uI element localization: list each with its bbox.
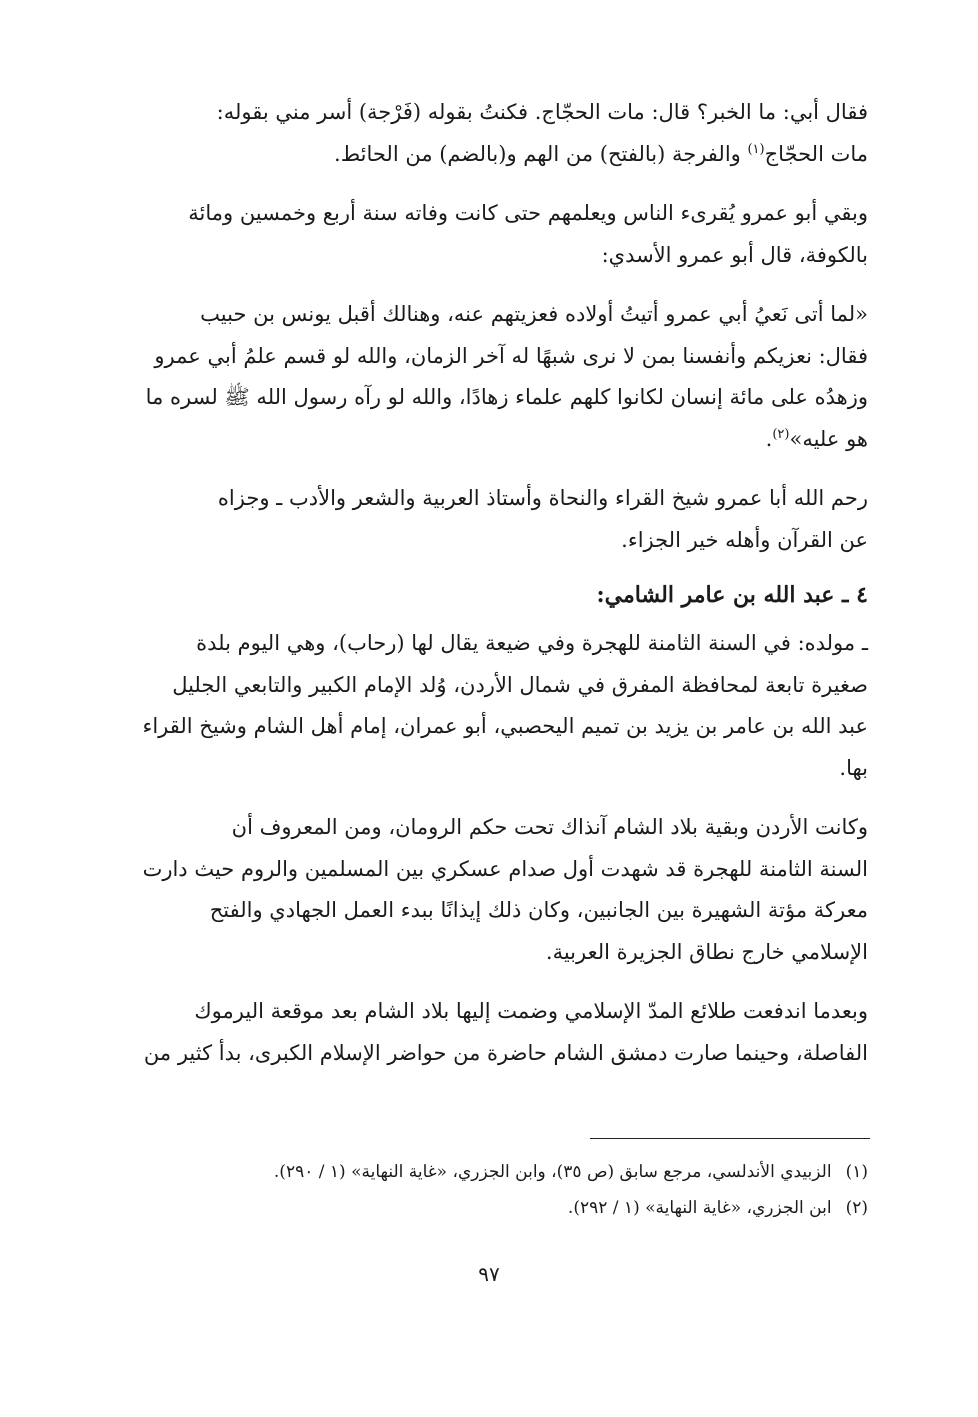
footnote-1 [128,1154,868,1190]
paragraph-5: ـ مولده: في السنة الثامنة للهجرة وفي ضيعة يقال لها (رحاب)، وهي اليوم بلدة صغيرة تابعة لمحافظة المفرق في شمال الأردن، وُلد الإمام الكبير والتابعي الجليل عبد الله بن عامر بن يزيد بن تميم اليحصبي، أبو عمران، إمام أهل الشام وشيخ القراء بها. [142,631,868,780]
paragraph-6: وكانت الأردن وبقية بلاد الشام آنذاك تحت حكم الرومان، ومن المعروف أن السنة الثامنة للهجرة قد شهدت أول صدام عسكري بين المسلمين والروم حيث دارت معركة مؤتة الشهيرة بين الجانبين، وكان ذلك إيذانًا ببدء العمل الجهادي والفتح الإسلامي خارج نطاق الجزيرة العربية. [142,815,868,964]
footnotes [128,1154,868,1226]
paragraph-7: وبعدما اندفعت طلائع المدّ الإسلامي وضمت إليها بلاد الشام بعد موقعة اليرموك الفاصلة، وحينما صارت دمشق الشام حاضرة من حواضر الإسلام الكبرى، بدأ كثير من [143,999,868,1065]
footnote-ref-2[interactable]: (٢) [772,426,790,442]
footnote-number: (٢) [845,1198,868,1218]
page-number: ٩٧ [478,1262,500,1286]
paragraph-4: رحم الله أبا عمرو شيخ القراء والنحاة وأستاذ العربية والشعر والأدب ـ وجزاه عن القرآن وأهله خير الجزاء. [217,486,868,552]
footnote-2 [128,1190,868,1226]
paragraph-quote: «لما أتى نَعيُ أبي عمرو أتيتُ أولاده فعزيتهم عنه، وهنالك أقبل يونس بن حبيب فقال: نعزيكم وأنفسنا بمن لا نرى شبهًا له آخر الزمان، والله لو قسم علمُ أبي عمرو وزهدُه على مائة إنسان لكانوا كلهم علماء زهادًا، والله لو رآه رسول الله ﷺ لسره ما هو عليه»$^{(٢)}$. [145,302,868,451]
section-heading: ٤ ـ عبد الله بن عامر الشامي: [596,582,868,608]
footnote-divider [590,1138,870,1139]
footnote-number: (١) [845,1162,868,1182]
footnote-text: ابن الجزري، «غاية النهاية» (١ / ٢٩٢). [567,1198,832,1218]
footnote-ref-1[interactable]: (١) [747,141,765,157]
footnote-text: الزبيدي الأندلسي، مرجع سابق (ص ٣٥)، وابن الجزري، «غاية النهاية» (١ / ٢٩٠). [273,1162,832,1182]
paragraph-1: فقال أبي: ما الخبر؟ قال: مات الحجّاج. فكنتُ بقوله (فَرْجة) أسر مني بقوله: مات الحجّاج$^{(١)}$ والفرجة (بالفتح) من الهم و(بالضم) من الحائط. [216,100,868,166]
paragraph-2: وبقي أبو عمرو يُقرىء الناس ويعلمهم حتى كانت وفاته سنة أربع وخمسين ومائة بالكوفة، قال أبو عمرو الأسدي: [188,201,868,267]
page-body [128,92,868,1074]
